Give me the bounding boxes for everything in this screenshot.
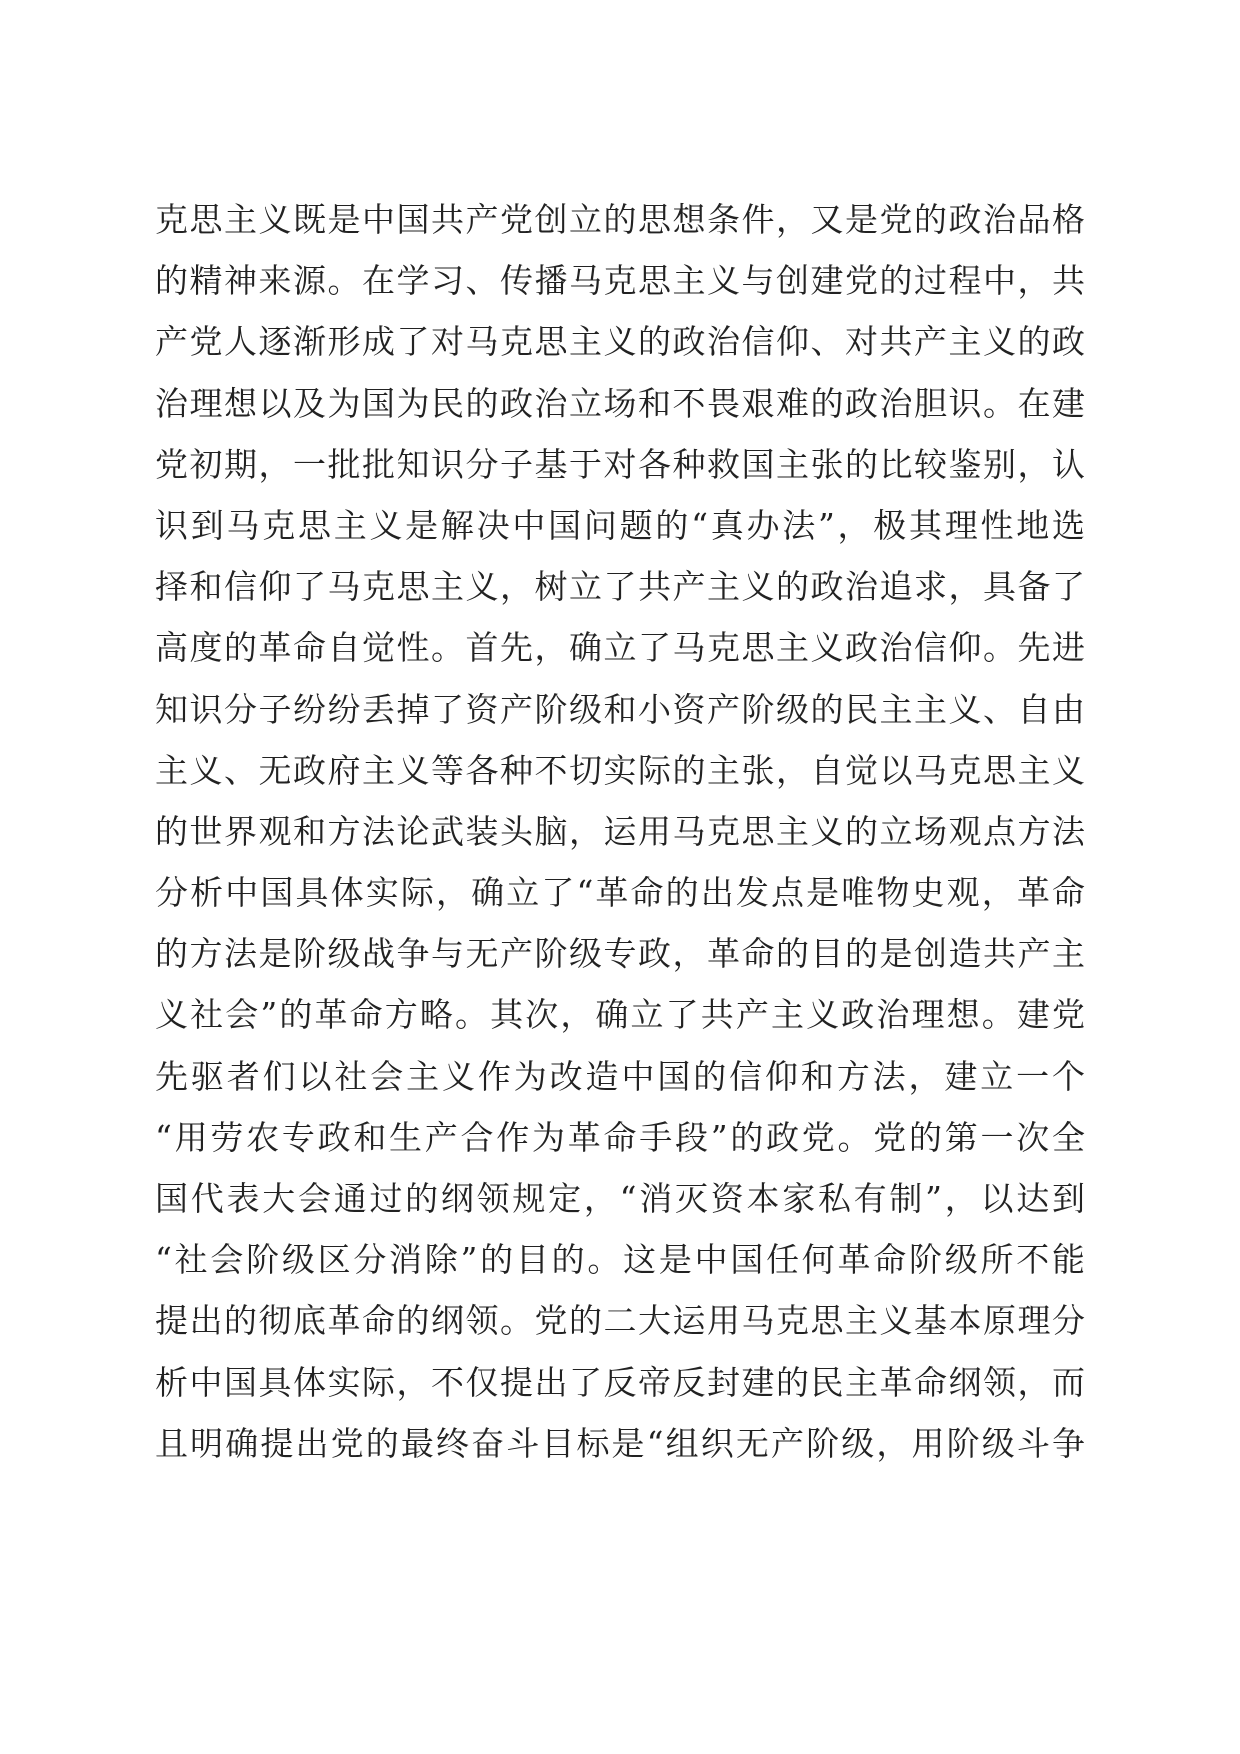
text-line: “社会阶级区分消除”的目的。这是中国任何革命阶级所不能 [155,1240,1085,1280]
text-line: 党初期，一批批知识分子基于对各种救国主张的比较鉴别，认 [155,444,1085,484]
text-line: 择和信仰了马克思主义，树立了共产主义的政治追求，具备了 [155,567,1085,607]
text-line: 治理想以及为国为民的政治立场和不畏艰难的政治胆识。在建 [155,383,1085,423]
text-line: 分析中国具体实际，确立了“革命的出发点是唯物史观，革命 [155,873,1085,913]
text-line: 析中国具体实际，不仅提出了反帝反封建的民主革命纲领，而 [155,1362,1085,1402]
text-line: 知识分子纷纷丢掉了资产阶级和小资产阶级的民主主义、自由 [155,689,1085,729]
text-line: 高度的革命自觉性。首先，确立了马克思主义政治信仰。先进 [155,628,1085,668]
body-paragraph [155,189,1085,1474]
text-line: 产党人逐渐形成了对马克思主义的政治信仰、对共产主义的政 [155,322,1085,362]
text-line: 先驱者们以社会主义作为改造中国的信仰和方法，建立一个 [155,1056,1085,1096]
text-line: 提出的彻底革命的纲领。党的二大运用马克思主义基本原理分 [155,1301,1085,1341]
text-line: 识到马克思主义是解决中国问题的“真办法”，极其理性地选 [155,505,1085,545]
text-line: 的精神来源。在学习、传播马克思主义与创建党的过程中，共 [155,261,1085,301]
text-line: 义社会”的革命方略。其次，确立了共产主义政治理想。建党 [155,995,1085,1035]
text-line: 的世界观和方法论武装头脑，运用马克思主义的立场观点方法 [155,811,1085,851]
text-line: 的方法是阶级战争与无产阶级专政，革命的目的是创造共产主 [155,934,1085,974]
text-line: 国代表大会通过的纲领规定，“消灭资本家私有制”，以达到 [155,1179,1085,1218]
text-line: “用劳农专政和生产合作为革命手段”的政党。党的第一次全 [155,1117,1085,1157]
text-line: 主义、无政府主义等各种不切实际的主张，自觉以马克思主义 [155,750,1085,790]
text-line: 克思主义既是中国共产党创立的思想条件，又是党的政治品格 [155,200,1085,239]
text-line: 且明确提出党的最终奋斗目标是“组织无产阶级，用阶级斗争 [155,1423,1085,1463]
